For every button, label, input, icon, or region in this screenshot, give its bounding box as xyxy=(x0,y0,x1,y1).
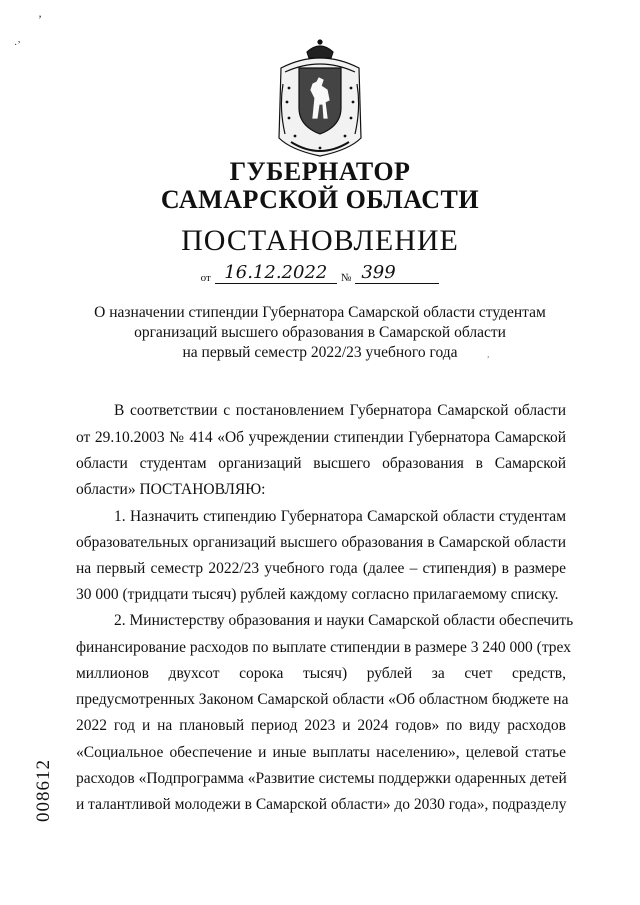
body-line: «Социальное обеспечение и иные выплаты населению», целевой статье xyxy=(76,744,566,761)
body-line: предусмотренных Законом Самарской области «Об областном бюджете на xyxy=(76,691,569,708)
document-type: ПОСТАНОВЛЕНИЕ xyxy=(181,224,459,257)
margin-mark: ’ xyxy=(38,12,42,26)
document-date: 16.12.2022 xyxy=(215,264,337,284)
date-prefix: от xyxy=(200,272,211,284)
body-line: области студентам организаций высшего образования в Самарской xyxy=(76,455,566,472)
body-line: расходов «Подпрограмма «Развитие системы поддержки одаренных детей xyxy=(76,770,567,787)
coat-of-arms-icon xyxy=(269,38,371,160)
body-line: 30 000 (тридцати тысяч) рублей каждому согласно прилагаемому списку. xyxy=(76,586,559,603)
number-prefix: № xyxy=(340,272,352,284)
body-line: 2022 год и на плановый период 2023 и 2024 годов» по виду расходов xyxy=(76,717,566,734)
document-number: 399 xyxy=(355,264,439,284)
body-line: миллионов двухсот сорока тысяч) рублей за счет средств, xyxy=(76,665,566,682)
subject-line: на первый семестр 2022/23 учебного года xyxy=(182,344,458,361)
document-subject xyxy=(0,303,640,363)
margin-mark: ·’ xyxy=(14,40,21,51)
body-line: и талантливой молодежи в Самарской области» до 2030 года», подразделу xyxy=(76,796,567,813)
date-number-line xyxy=(0,264,640,284)
subject-line: О назначении стипендии Губернатора Самарской области студентам xyxy=(94,304,546,321)
body-line: от 29.10.2003 № 414 «Об учреждении стипендии Губернатора Самарской xyxy=(76,429,566,446)
body-line: финансирование расходов по выплате стипендии в размере 3 240 000 (трех xyxy=(76,639,571,656)
margin-mark: , xyxy=(487,349,490,360)
body-line: В соответствии с постановлением Губернатора Самарской области xyxy=(114,402,566,419)
body-line: 1. Назначить стипендию Губернатора Самарской области студентам xyxy=(114,508,566,525)
body-line: образовательных организаций высшего образования в Самарской области xyxy=(76,534,566,551)
side-serial-number: 008612 xyxy=(33,759,54,822)
body-line: 2. Министерству образования и науки Самарской области обеспечить xyxy=(114,612,574,629)
issuer-title: САМАРСКОЙ ОБЛАСТИ xyxy=(160,185,480,214)
body-line: области» ПОСТАНОВЛЯЮ: xyxy=(76,481,266,498)
issuer-title: ГУБЕРНАТОР xyxy=(229,157,411,186)
subject-line: организаций высшего образования в Самарской области xyxy=(134,324,506,341)
body-line: на первый семестр 2022/23 учебного года (далее – стипендия) в размере xyxy=(76,560,566,577)
